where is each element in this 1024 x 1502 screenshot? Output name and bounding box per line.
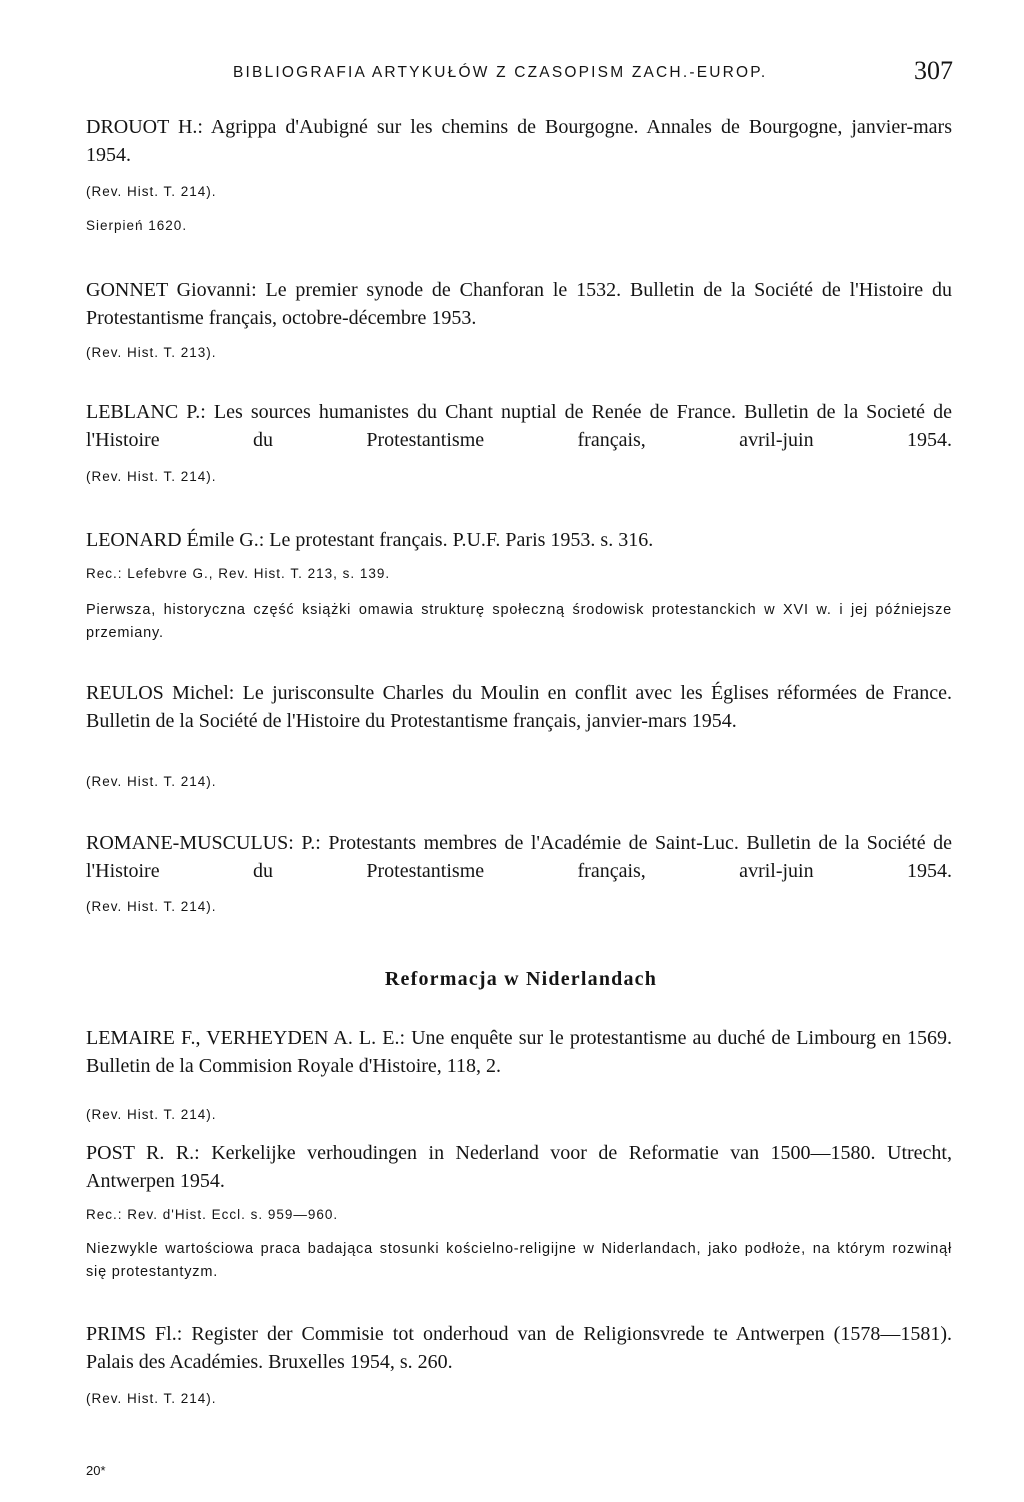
bibliography-entry [86, 276, 952, 360]
entry-source: (Rev. Hist. T. 214). [86, 899, 217, 914]
bibliography-entry [86, 1024, 952, 1122]
bibliography-entry [86, 679, 952, 789]
entry-annotation: Niezwykle wartościowa praca badająca stosunki kościelno-religijne w Niderlandach, jako podłoże, na którym rozwinął się protestantyzm. [86, 1241, 952, 1280]
entry-source: (Rev. Hist. T. 214). [86, 1107, 217, 1122]
entry-source: (Rev. Hist. T. 214). [86, 469, 217, 484]
entry-citation: POST R. R.: Kerkelijke verhoudingen in Nederland voor de Reformatie van 1500—1580. Utrecht, Antwerpen 1954. [86, 1142, 952, 1192]
entry-review: Rec.: Rev. d'Hist. Eccl. s. 959—960. [86, 1207, 339, 1222]
entry-annotation: Pierwsza, historyczna część książki omawia strukturę społeczną środowisk protestanckich w XVI w. i jej późniejsze przemiany. [86, 602, 952, 641]
bibliography-entry [86, 829, 952, 914]
entry-citation: LEBLANC P.: Les sources humanistes du Chant nuptial de Renée de France. Bulletin de la Societé de l'Histoire du Protestantisme français, avril-juin 1954. [86, 401, 952, 451]
entry-citation: LEMAIRE F., VERHEYDEN A. L. E.: Une enquête sur le protestantisme au duché de Limbourg en 1569. Bulletin de la Commision Royale d'Histoire, 118, 2. [86, 1027, 952, 1077]
bibliography-entry [86, 526, 952, 641]
entry-source: (Rev. Hist. T. 214). [86, 774, 217, 789]
entry-extra-note: Sierpień 1620. [86, 218, 188, 233]
bibliography-entry [86, 398, 952, 484]
entry-source: (Rev. Hist. T. 214). [86, 1391, 217, 1406]
section-heading: Reformacja w Niderlandach [384, 968, 658, 990]
bibliography-entry [86, 1320, 952, 1406]
running-header-title: BIBLIOGRAFIA ARTYKUŁÓW Z CZASOPISM ZACH.-EUROP. [233, 64, 768, 81]
entry-citation: DROUOT H.: Agrippa d'Aubigné sur les chemins de Bourgogne. Annales de Bourgogne, janvier-mars 1954. [86, 116, 952, 166]
printer-signature: 20* [86, 1463, 106, 1478]
entry-citation: PRIMS Fl.: Register der Commisie tot onderhoud van de Religionsvrede te Antwerpen (1578—1581). Palais des Académies. Bruxelles 1954, s. 260. [86, 1323, 952, 1373]
page-number: 307 [914, 56, 953, 85]
entry-source: (Rev. Hist. T. 213). [86, 345, 217, 360]
bibliography-entry [86, 1139, 952, 1280]
entry-review: Rec.: Lefebvre G., Rev. Hist. T. 213, s. 139. [86, 566, 391, 581]
entry-source: (Rev. Hist. T. 214). [86, 184, 217, 199]
running-header [233, 58, 953, 88]
entry-citation: REULOS Michel: Le jurisconsulte Charles du Moulin en conflit avec les Églises réformées de France. Bulletin de la Société de l'Histoire du Protestantisme français, janvier-mars 1954. [86, 682, 952, 732]
entry-citation: ROMANE-MUSCULUS: P.: Protestants membres de l'Académie de Saint-Luc. Bulletin de la Société de l'Histoire du Protestantisme français, avril-juin 1954. [86, 832, 952, 882]
entry-citation: LEONARD Émile G.: Le protestant français. P.U.F. Paris 1953. s. 316. [86, 529, 654, 551]
entry-citation: GONNET Giovanni: Le premier synode de Chanforan le 1532. Bulletin de la Société de l'Histoire du Protestantisme français, octobre-décembre 1953. [86, 279, 952, 329]
bibliography-entry [86, 113, 952, 233]
